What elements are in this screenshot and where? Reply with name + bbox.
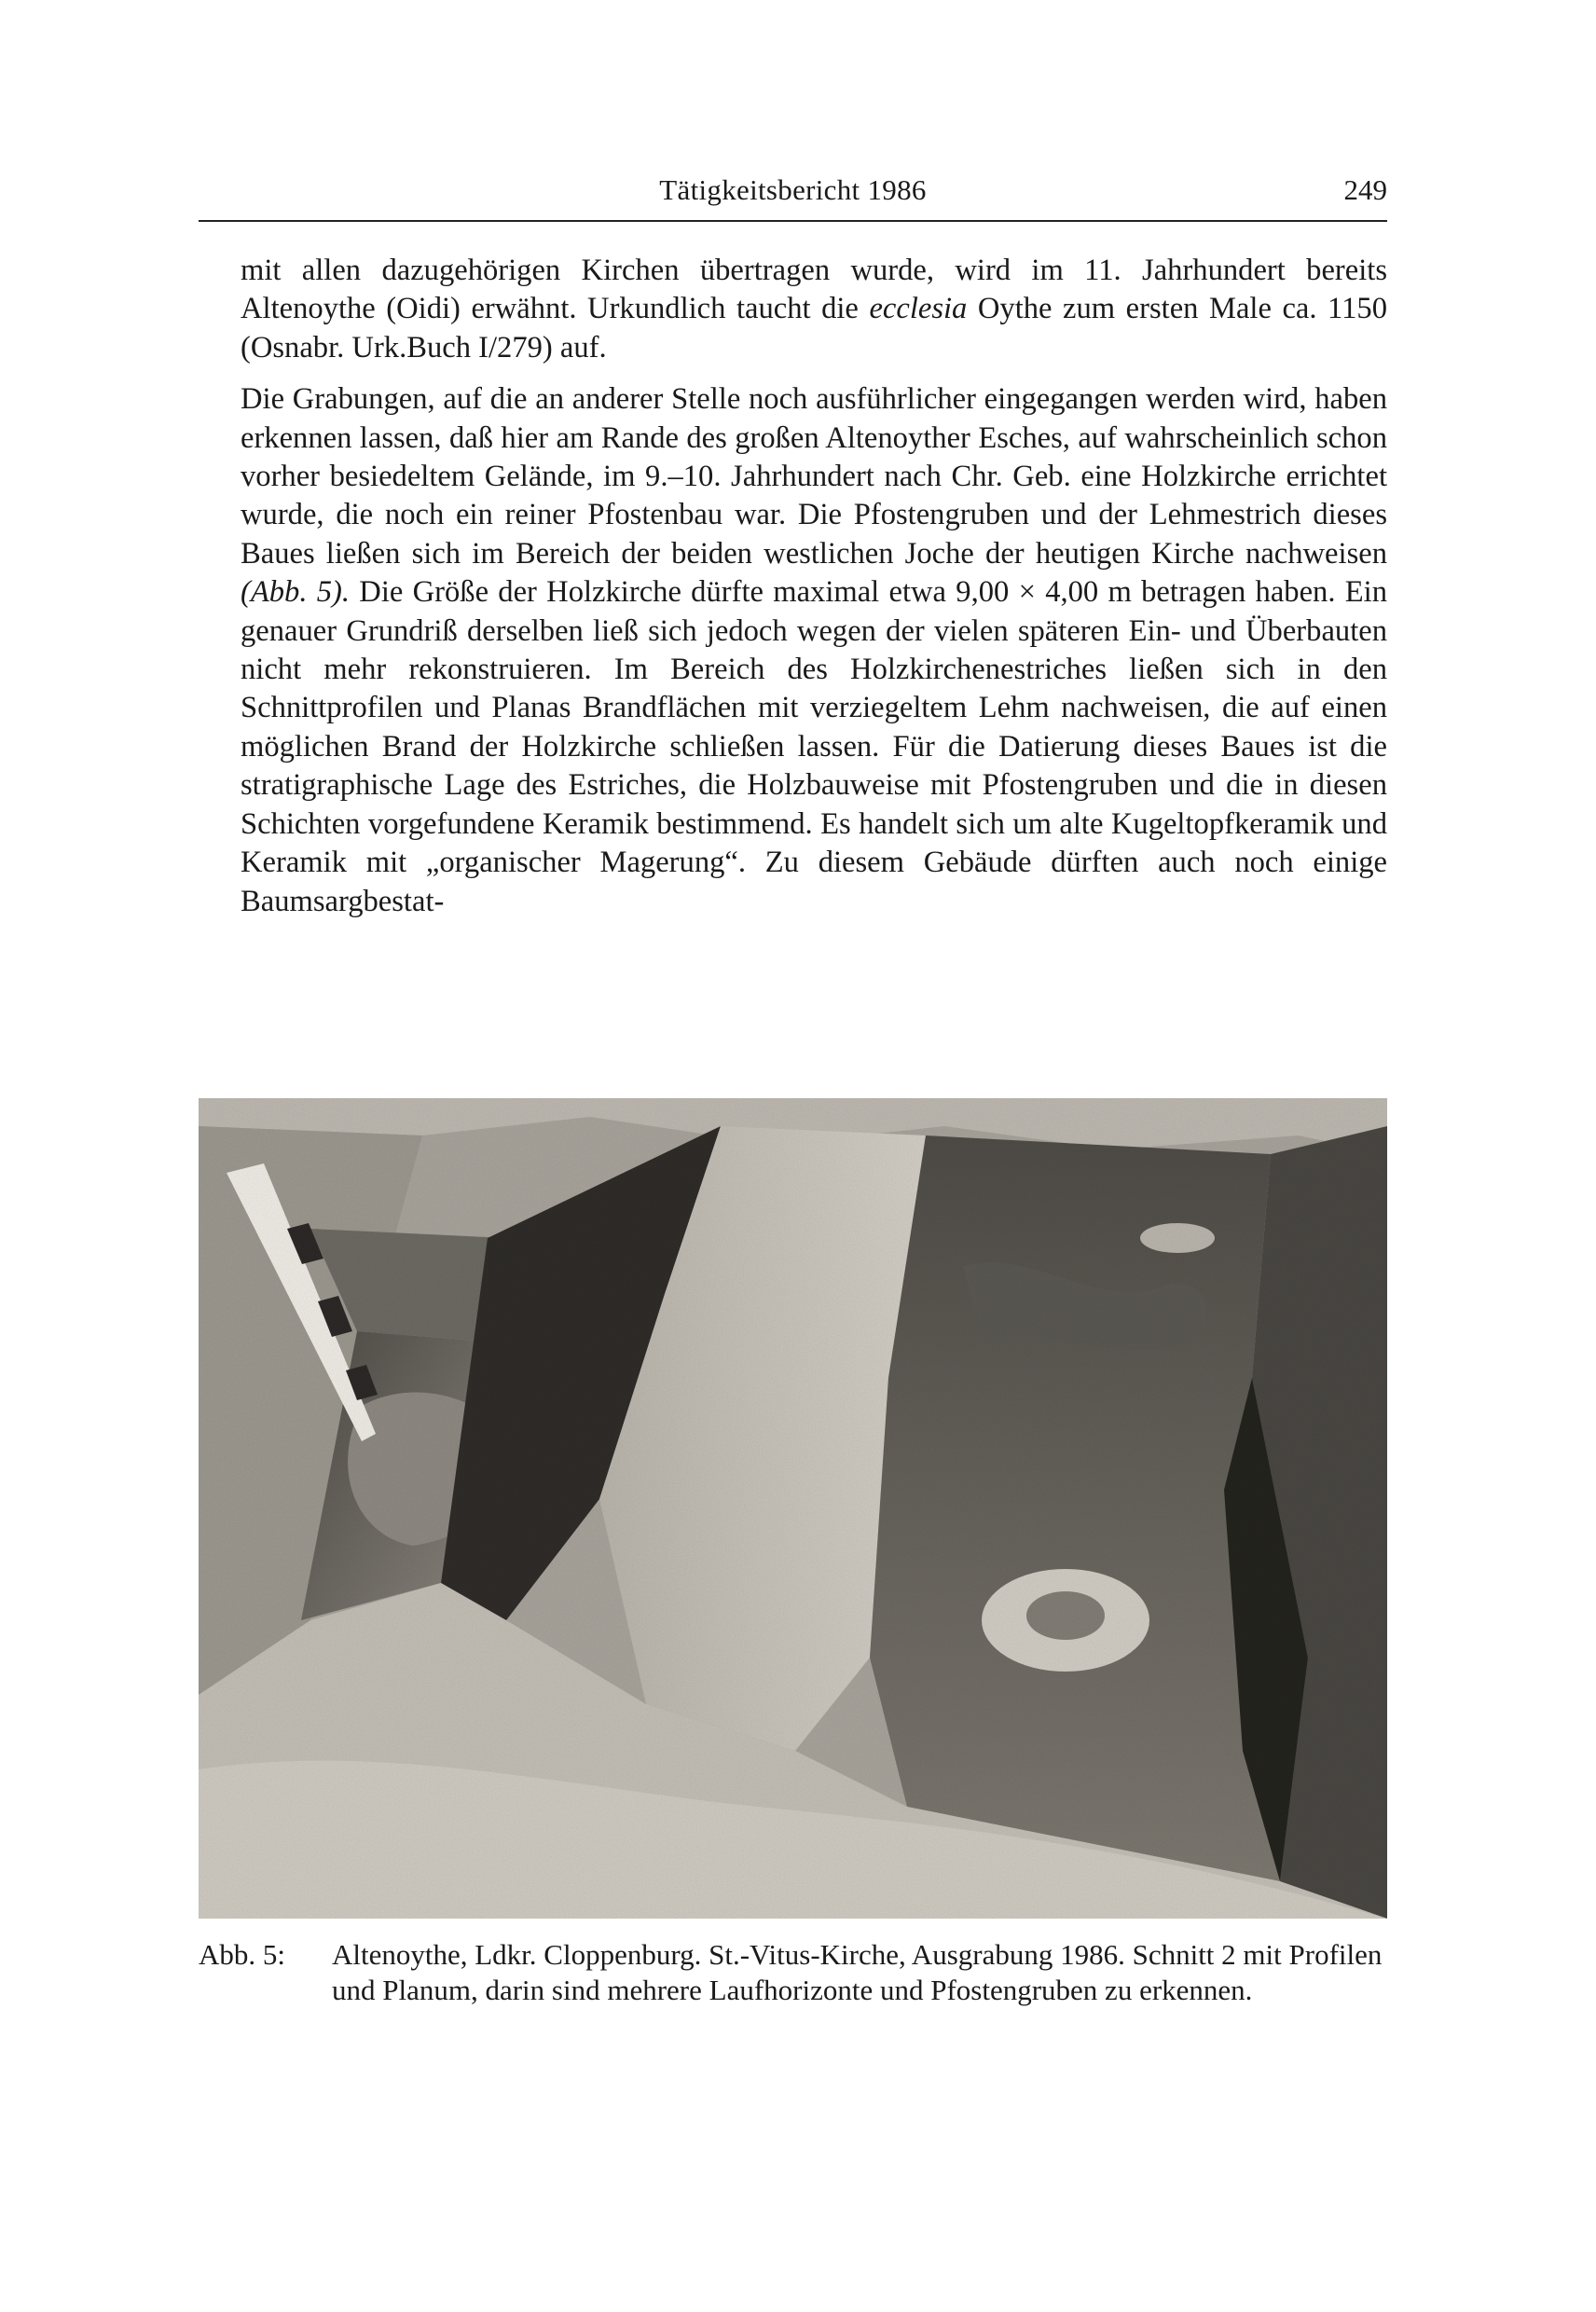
excavation-photo-illustration (199, 1098, 1387, 1919)
body-text (241, 252, 1387, 921)
paragraph-1-text-b: Oythe zum ersten Male ca. 1150 (Osnabr. Urk.Buch I/279) auf. (241, 292, 1388, 365)
paragraph-2-figure-ref: (Abb. 5). (241, 575, 351, 610)
paragraph-1-italic: ecclesia (869, 292, 968, 326)
running-header (199, 168, 1387, 222)
paragraph-1-text-a: mit allen dazugehörigen Kirchen übertragen wurde, wird im 11. Jahrhundert bereits Altenoythe (Oidi) erwähnt. Urkundlich taucht die (241, 254, 1387, 326)
excavation-photo (199, 1098, 1387, 1919)
page-number: 249 (1343, 173, 1387, 206)
paragraph-1 (241, 252, 1387, 367)
running-title: Tätigkeitsbericht 1986 (659, 173, 927, 206)
paragraph-2-text-a: Die Grabungen, auf die an anderer Stelle noch ausführlicher eingegangen werden wird, haben erkennen lassen, daß hier am Rande des großen Altenoyther Esches, auf wahrscheinlich schon vorher besiedeltem Gelände, im 9.–10. Jahrhundert nach Chr. Geb. eine Holzkirche errichtet wurde, die noch ein reiner Pfostenbau war. Die Pfostengruben und der Lehmestrich dieses Baues ließen sich im Bereich der beiden westlichen Joche der heutigen Kirche nachweisen (241, 382, 1387, 571)
caption-label: Abb. 5: (199, 1938, 285, 1971)
caption-text: Altenoythe, Ldkr. Cloppenburg. St.-Vitus-Kirche, Ausgrabung 1986. Schnitt 2 mit Profilen und Planum, darin sind mehrere Laufhorizonte und Pfostengruben zu erkennen. (332, 1938, 1383, 2006)
paragraph-2 (241, 380, 1387, 921)
paragraph-2-text-b: Die Größe der Holzkirche dürfte maximal etwa 9,00 × 4,00 m betragen haben. Ein genauer Grundriß derselben ließ sich jedoch wegen der vielen späteren Ein- und Überbauten nicht mehr rekonstruieren. Im Bereich des Holzkirchenestriches ließen sich in den Schnittprofilen und Planas Brandflächen mit verziegeltem Lehm nachweisen, die auf einen möglichen Brand der Holzkirche schließen lassen. Für die Datierung dieses Baues ist die stratigraphische Lage des Estriches, die Holzbauweise mit Pfostengruben und die in diesen Schichten vorgefundene Keramik bestimmend. Es handelt sich um alte Kugeltopfkeramik und Keramik mit „organischer Magerung“. Zu diesem Gebäude dürften auch noch einige Baumsargbestat- (241, 575, 1387, 918)
